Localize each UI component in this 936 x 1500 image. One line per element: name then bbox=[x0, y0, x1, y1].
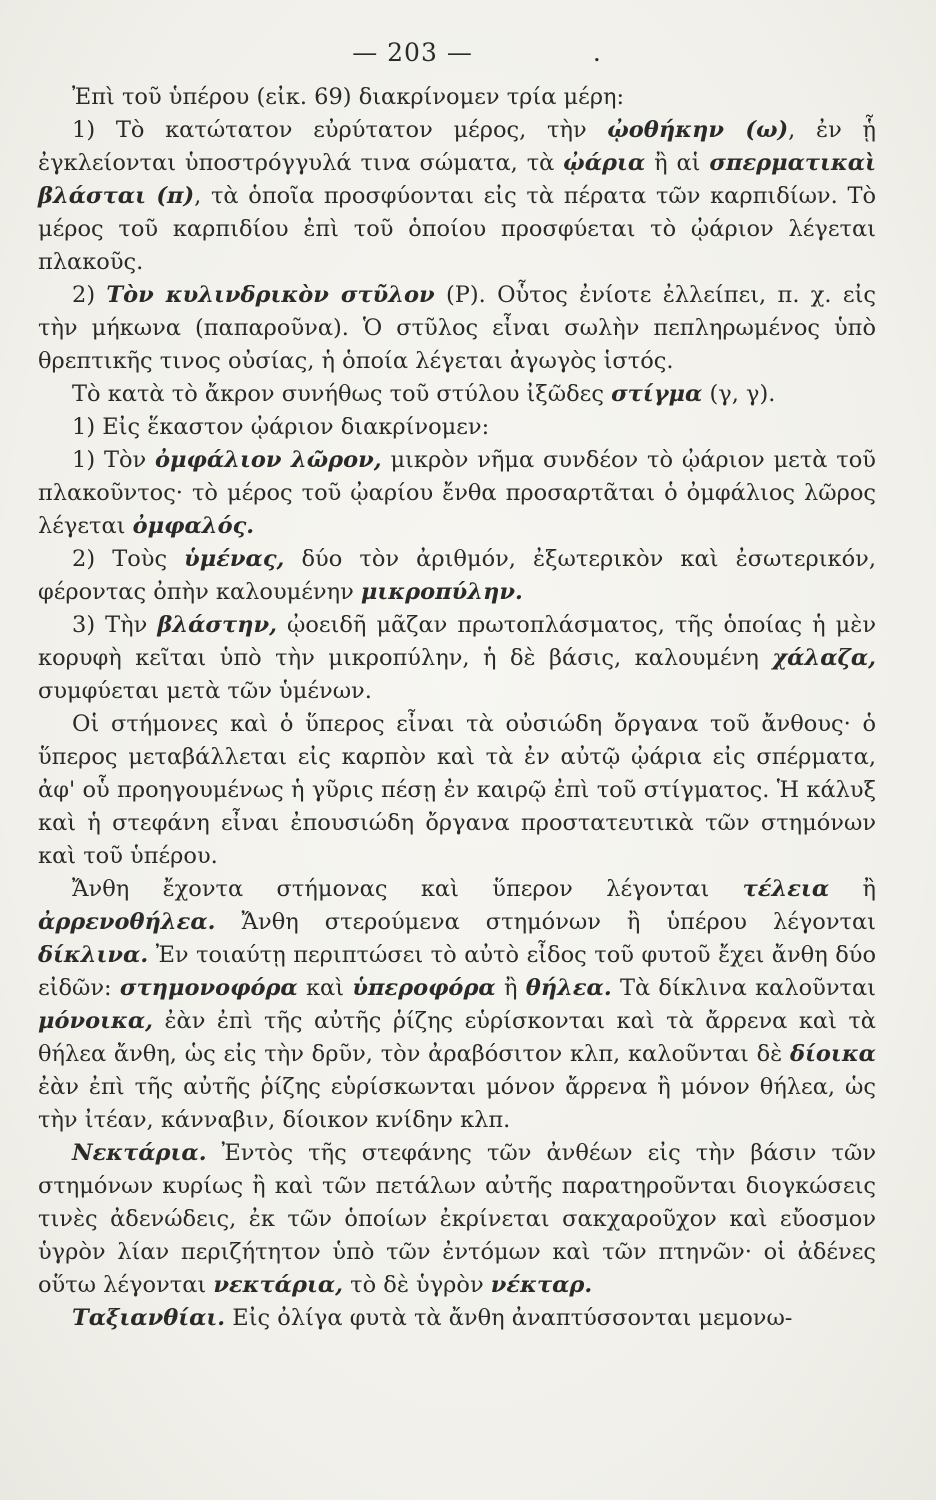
text-run: Εἰς ὀλίγα φυτὰ τὰ ἄνθη ἀναπτύσσονται μεμονω- bbox=[225, 1305, 793, 1331]
term-chalaza: χάλαζα, bbox=[772, 645, 876, 671]
page-header bbox=[78, 38, 876, 67]
text-run: 1) Εἰς ἕκαστον ᾠάριον διακρίνομεν: bbox=[72, 414, 490, 440]
paragraph-ovary bbox=[38, 114, 876, 279]
term-hilum: ὀμφαλός. bbox=[132, 513, 255, 539]
term-ovary: ᾠοθήκην (ω) bbox=[607, 117, 789, 143]
text-run: Οἱ στήμονες καὶ ὁ ὕπερος εἶναι τὰ οὐσιώδη ὄργανα τοῦ ἄνθους· ὁ ὕπερος μεταβάλλεται εἰς καρπὸν καὶ τὰ ἐν αὐτῷ ᾠάρια εἰς σπέρματα, ἀφ' οὗ προηγουμένως ἡ γῦρις πέσῃ ἐν καιρῷ ἐπὶ τοῦ στίγματος. Ἡ κάλυξ καὶ ἡ στεφάνη εἶναι ἐπουσιώδη ὄργανα προστατευτικὰ τῶν στημόνων καὶ τοῦ ὑπέρου. bbox=[38, 711, 876, 869]
paragraph-essential-organs bbox=[38, 708, 876, 873]
term-staminate: στημονοφόρα bbox=[119, 975, 298, 1001]
heading-inflorescences: Ταξιανθίαι. bbox=[72, 1305, 226, 1331]
term-monoecious: μόνοικα, bbox=[38, 1008, 153, 1034]
text-run: 2) bbox=[72, 282, 107, 308]
paragraph-inflorescences bbox=[38, 1302, 876, 1335]
text-run: ἐὰν ἐπὶ τῆς αὐτῆς ῥίζης εὑρίσκωνται μόνον ἄρρενα ἢ μόνον θήλεα, ὡς τὴν ἰτέαν, κάνναβιν, δίοικον κνίδην κλπ. bbox=[38, 1074, 876, 1133]
text-run: 2) Τοὺς bbox=[72, 546, 185, 572]
text-run: μικρὸν νῆμα συνδέον τὸ ᾠάριον μετὰ τοῦ πλακοῦντος· τὸ μέρος τοῦ ᾠαρίου ἔνθα προσαρτᾶται ὁ ὀμφάλιος λῶρος λέγεται bbox=[38, 447, 876, 539]
term-funicle: ὀμφάλιον λῶρον, bbox=[155, 447, 382, 473]
paragraph-stigma bbox=[38, 378, 876, 411]
term-nectar: νέκταρ. bbox=[490, 1272, 593, 1298]
text-run: ἢ bbox=[495, 975, 526, 1001]
paragraph-nucellus bbox=[38, 609, 876, 708]
text-run: ἐὰν ἐπὶ τῆς αὐτῆς ῥίζης εὑρίσκονται καὶ τὰ ἄρρενα καὶ τὰ θήλεα ἄνθη, ὡς εἰς τὴν δρῦν, τὸν ἀραβόσιτον κλπ, καλοῦνται δὲ bbox=[38, 1008, 876, 1067]
text-run: , ἐν ᾗ ἐγκλείονται ὑποστρόγγυλά τινα σώματα, τὰ bbox=[38, 117, 876, 176]
body-text bbox=[38, 81, 876, 1335]
paragraph-intro bbox=[38, 81, 876, 114]
term-stigma: στίγμα bbox=[611, 381, 703, 407]
term-nucellus: βλάστην, bbox=[157, 612, 277, 638]
paragraph-ovule-parts bbox=[38, 411, 876, 444]
term-integuments: ὑμένας, bbox=[184, 546, 285, 572]
text-run: 1) Τὸ κατώτατον εὐρύτατον μέρος, τὴν bbox=[72, 117, 608, 143]
term-nectaries: νεκτάρια, bbox=[213, 1272, 343, 1298]
text-run: τὸ δὲ ὑγρὸν bbox=[342, 1272, 491, 1298]
text-run: , τὰ ὁποῖα προσφύονται εἰς τὰ πέρατα τῶν καρπιδίων. Τὸ μέρος τοῦ καρπιδίου ἐπὶ τοῦ ὁποίου προσφύεται τὸ ᾠάριον λέγεται πλακοῦς. bbox=[38, 183, 876, 275]
term-micropyle: μικροπύλην. bbox=[360, 579, 523, 605]
text-run: Τὰ δίκλινα καλοῦνται bbox=[611, 975, 876, 1001]
term-perfect: τέλεια bbox=[742, 876, 830, 902]
paragraph-funicle bbox=[38, 444, 876, 543]
text-run: δύο τὸν ἀριθμόν, ἐξωτερικὸν καὶ ἐσωτερικόν, φέροντας ὀπὴν καλουμένην bbox=[38, 546, 876, 605]
term-dioecious: δίοικα bbox=[790, 1041, 876, 1067]
term-diclinous: δίκλινα. bbox=[38, 942, 149, 968]
page-number: — 203 — bbox=[352, 38, 473, 67]
text-run: (γ, γ). bbox=[702, 381, 776, 407]
text-run: 1) Τὸν bbox=[72, 447, 156, 473]
text-run: (Ρ). Οὗτος ἐνίοτε ἐλλείπει, π. χ. εἰς τὴν μήκωνα (παπαροῦνα). Ὁ στῦλος εἶναι σωλὴν πεπληρωμένος ὑπὸ θρεπτικῆς τινος οὐσίας, ἡ ὁποία λέγεται ἀγωγὸς ἱστός. bbox=[38, 282, 876, 374]
text-run: ἢ bbox=[829, 876, 876, 902]
term-style: Τὸν κυλινδρικὸν στῦλον bbox=[106, 282, 435, 308]
text-run: καὶ bbox=[297, 975, 353, 1001]
text-run: συμφύεται μετὰ τῶν ὑμένων. bbox=[38, 678, 372, 704]
header-dot: . bbox=[592, 38, 602, 67]
heading-nectaries: Νεκτάρια. bbox=[72, 1140, 207, 1166]
text-run: ἢ αἱ bbox=[645, 150, 710, 176]
term-ovule: ᾠάρια bbox=[563, 150, 646, 176]
term-pistillate: ὑπεροφόρα bbox=[352, 975, 496, 1001]
paragraph-nectaries bbox=[38, 1137, 876, 1302]
text-run: Ἐπὶ τοῦ ὑπέρου (εἰκ. 69) διακρίνομεν τρία μέρη: bbox=[72, 84, 625, 110]
text-run: Ἐν τοιαύτῃ περιπτώσει τὸ αὐτὸ εἶδος τοῦ φυτοῦ ἔχει ἄνθη δύο εἰδῶν: bbox=[38, 942, 876, 1001]
paragraph-integuments bbox=[38, 543, 876, 609]
paragraph-flower-types bbox=[38, 873, 876, 1137]
text-run: Ἄνθη στερούμενα στημόνων ἢ ὑπέρου λέγονται bbox=[215, 909, 876, 935]
term-hermaphrodite: ἀρρενοθήλεα. bbox=[38, 909, 216, 935]
term-female: θήλεα. bbox=[525, 975, 612, 1001]
text-run: ᾠοειδῆ μᾶζαν πρωτοπλάσματος, τῆς ὁποίας ἡ μὲν κορυφὴ κεῖται ὑπὸ τὴν μικροπύλην, ἡ δὲ βάσις, καλουμένη bbox=[38, 612, 876, 671]
text-run: Ἐντὸς τῆς στεφάνης τῶν ἀνθέων εἰς τὴν βάσιν τῶν στημόνων κυρίως ἢ καὶ τῶν πετάλων αὐτῆς παρατηροῦνται διογκώσεις τινὲς ἀδενώδεις, ἐκ τῶν ὁποίων ἐκρίνεται σακχαροῦχον καὶ εὔοσμον ὑγρὸν λίαν περιζήτητον ὑπὸ τῶν ἐντόμων καὶ τῶν πτηνῶν· οἱ ἀδένες οὕτω λέγονται bbox=[38, 1140, 876, 1298]
term-seed-bud: σπερματικαὶ βλάσται (π) bbox=[38, 150, 876, 209]
text-run: 3) Τὴν bbox=[72, 612, 158, 638]
paragraph-style bbox=[38, 279, 876, 378]
text-run: Ἄνθη ἔχοντα στήμονας καὶ ὕπερον λέγονται bbox=[72, 876, 743, 902]
text-run: Τὸ κατὰ τὸ ἄκρον συνήθως τοῦ στύλου ἰξῶδες bbox=[72, 381, 612, 407]
